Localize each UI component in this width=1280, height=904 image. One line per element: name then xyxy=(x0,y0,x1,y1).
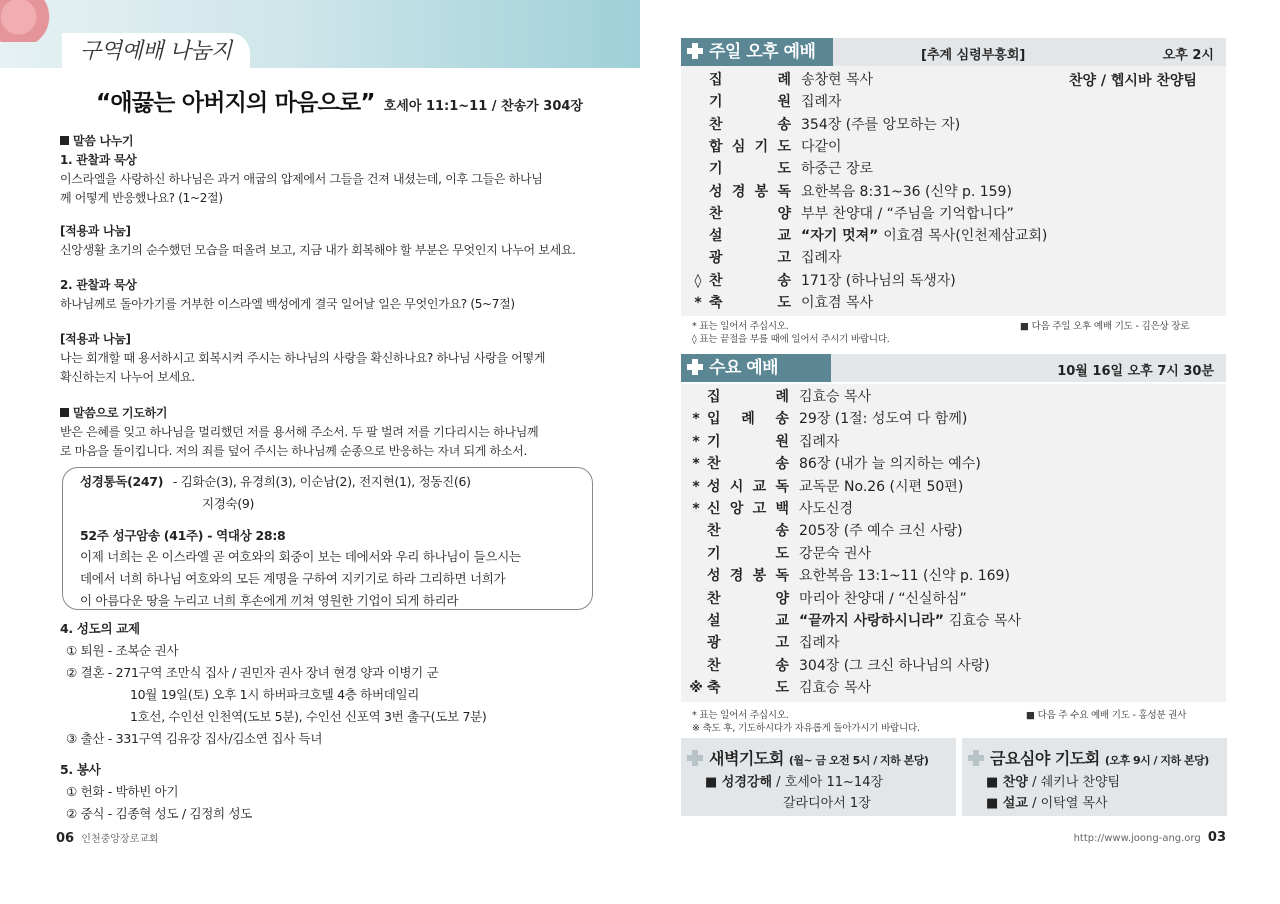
order-label: 기 도 xyxy=(707,545,789,562)
sunday-service-header xyxy=(681,38,1226,66)
section-heading: 말씀으로 기도하기 xyxy=(73,406,168,420)
square-bullet-icon xyxy=(60,136,69,145)
order-label: 찬 양 xyxy=(707,590,789,607)
friday-prayer-label: ■ 찬양 xyxy=(986,775,1028,790)
order-label: 광 고 xyxy=(707,635,789,652)
friday-prayer-heading xyxy=(968,746,1209,769)
apply-1-title: [적용과 나눔] xyxy=(60,224,131,238)
friday-prayer-box xyxy=(962,738,1227,816)
order-label: 입 례 송 xyxy=(707,411,789,428)
memory-verse-label: 52주 성구암송 (41주) - 역대상 28:8 xyxy=(80,528,286,543)
service-time: 10월 16일 오후 7시 30분 xyxy=(1057,364,1214,379)
order-label: 집 례 xyxy=(709,72,791,88)
order-mark: * xyxy=(692,478,700,495)
order-label: 찬 송 xyxy=(707,456,789,473)
praise-team: 찬양 / 헵시바 찬양팀 xyxy=(1069,73,1197,89)
order-value: 김효승 목사 xyxy=(799,389,872,405)
order-label: 찬 송 xyxy=(709,272,791,289)
order-value: 205장 (주 예수 크신 사랑) xyxy=(799,523,963,540)
friday-prayer-label: ■ 설교 xyxy=(986,796,1028,811)
bible-reading-label: 성경통독(247) xyxy=(80,474,164,489)
order-label: 성 시 교 독 xyxy=(707,478,789,495)
friday-prayer-line xyxy=(986,792,1108,811)
dawn-prayer-value: / 호세아 11~14장 xyxy=(772,775,884,790)
order-row xyxy=(689,476,1189,498)
order-value: 사도신경 xyxy=(799,501,854,517)
order-value: 304장 (그 크신 하나님의 사랑) xyxy=(799,657,990,674)
order-row xyxy=(689,431,1189,453)
fellowship-item-detail: 1호선, 수인선 인천역(도보 5분), 수인선 신포역 3번 출구(도보 7분) xyxy=(130,709,487,724)
standing-note: * 표는 일어서 주십시오. xyxy=(692,321,789,332)
order-value: 송창현 목사 xyxy=(801,72,874,88)
service-time: 오후 2시 xyxy=(1162,48,1214,63)
question-1-title: 1. 관찰과 묵상 xyxy=(60,153,137,167)
next-prayer-note: ■ 다음 주일 오후 예배 기도 - 김은상 장로 xyxy=(1020,321,1190,332)
cross-icon xyxy=(687,43,703,59)
heart-icon xyxy=(0,0,62,42)
order-label: 집 례 xyxy=(707,389,789,405)
order-label: 설 교 xyxy=(709,228,791,245)
sermon-title xyxy=(96,84,583,117)
order-value: 29장 (1절: 성도여 다 함께) xyxy=(799,411,968,428)
friday-prayer-value: / 이탁열 목사 xyxy=(1027,796,1108,811)
order-value: 171장 (하나님의 독생자) xyxy=(801,272,956,289)
sunday-order-list xyxy=(681,66,1226,316)
sermon-title-text: “애끓는 아버지의 마음으로” xyxy=(96,90,375,116)
bible-reading-names: - 김화순(3), 유경희(3), 이순남(2), 전지현(1), 정동진(6) xyxy=(172,474,471,489)
section-heading: 말씀 나누기 xyxy=(73,134,134,148)
order-row xyxy=(689,453,1189,475)
order-label: 기 원 xyxy=(707,433,789,450)
order-row xyxy=(691,181,1191,203)
order-row xyxy=(689,610,1189,632)
friday-prayer-title: 금요심야 기도회 xyxy=(990,749,1100,768)
order-value: 김효승 목사 xyxy=(799,680,872,697)
order-value: 교독문 No.26 (시편 50편) xyxy=(799,478,964,495)
order-row xyxy=(689,655,1189,677)
order-row xyxy=(691,158,1191,180)
benediction-note: ※ 축도 후, 기도하시다가 자유롭게 돌아가시기 바랍니다. xyxy=(692,723,920,734)
fellowship-item-detail: 10월 19일(토) 오후 1시 하버파크호텔 4층 하버데일리 xyxy=(130,687,420,702)
square-bullet-icon xyxy=(60,408,69,417)
order-mark: * xyxy=(694,295,702,311)
wednesday-service-label xyxy=(681,354,831,382)
dawn-prayer-value: 갈라디아서 1장 xyxy=(783,796,871,811)
order-value: “자기 멋져” 이효겸 목사(인천제삼교회) xyxy=(801,228,1048,245)
cross-icon xyxy=(687,359,703,375)
order-mark: * xyxy=(692,433,700,450)
bible-reading-line xyxy=(80,472,471,490)
question-2-text: 하나님께로 돌아가기를 거부한 이스라엘 백성에게 결국 일어날 일은 무엇인가요? (5~7절) xyxy=(60,297,515,311)
question-2-title: 2. 관찰과 묵상 xyxy=(60,278,137,292)
service-item: ① 헌화 - 박하빈 아기 xyxy=(66,784,179,799)
order-value: 마리아 찬양대 / “신실하심” xyxy=(799,590,967,607)
page-title: 구역예배 나눔지 xyxy=(62,33,250,69)
standing-note: ◊ 표는 끝절을 부를 때에 일어서 주시기 바랍니다. xyxy=(692,334,890,345)
order-mark: * xyxy=(692,411,700,428)
order-value: 강문숙 권사 xyxy=(799,545,872,562)
next-prayer-note: ■ 다음 주 수요 예배 기도 - 홍성분 권사 xyxy=(1026,710,1187,721)
apply-1-section xyxy=(60,222,600,260)
left-footer xyxy=(56,830,159,846)
fellowship-item: ① 퇴원 - 조복순 권사 xyxy=(66,643,179,658)
order-label: 성 경 봉 독 xyxy=(709,183,791,200)
sunday-service-label xyxy=(681,38,833,66)
fellowship-item: ③ 출산 - 331구역 김유강 집사/김소연 집사 득녀 xyxy=(66,731,323,746)
order-value: 부부 찬양대 / “주님을 기억합니다” xyxy=(801,205,1014,222)
order-label: 기 도 xyxy=(709,161,791,178)
apply-2-text: 나는 회개할 때 용서하시고 회복시켜 주시는 하나님의 사랑을 확신하나요? 하나님 사랑을 어떻게 xyxy=(60,351,546,365)
dawn-prayer-schedule: (월~ 금 오전 5시 / 지하 본당) xyxy=(788,754,929,767)
right-footer xyxy=(1074,830,1226,845)
bible-reading-names: 지경숙(9) xyxy=(202,496,255,511)
order-row xyxy=(691,247,1191,269)
cross-icon xyxy=(687,750,703,766)
wednesday-service-header xyxy=(681,354,1226,382)
order-row xyxy=(689,408,1189,430)
order-row xyxy=(691,203,1191,225)
order-row xyxy=(689,632,1189,654)
order-label: 신 앙 고 백 xyxy=(707,501,789,517)
order-value: 요한복음 8:31~36 (신약 p. 159) xyxy=(801,183,1012,200)
order-mark: * xyxy=(692,501,700,517)
service-section xyxy=(60,759,600,825)
friday-prayer-line xyxy=(986,771,1120,790)
order-value: 354장 (주를 앙모하는 자) xyxy=(801,116,961,133)
order-mark: ◊ xyxy=(694,272,702,289)
apply-1-text: 신앙생활 초기의 순수했던 모습을 떠올려 보고, 지금 내가 회복해야 할 부분은 무엇인지 나누어 보세요. xyxy=(60,243,576,257)
order-row xyxy=(691,91,1191,113)
order-row xyxy=(691,136,1191,158)
friday-prayer-schedule: (오후 9시 / 지하 본당) xyxy=(1104,754,1209,767)
order-row xyxy=(689,565,1189,587)
order-value: 요한복음 13:1~11 (신약 p. 169) xyxy=(799,568,1010,585)
order-value: 집례자 xyxy=(801,94,842,111)
fellowship-section xyxy=(60,618,600,750)
order-row xyxy=(689,498,1189,520)
order-label: 축 도 xyxy=(707,680,789,697)
order-row xyxy=(689,520,1189,542)
event-name: [추계 심령부흥회] xyxy=(921,48,1026,63)
friday-prayer-value: / 쉐키나 찬양팀 xyxy=(1027,775,1121,790)
order-row xyxy=(689,386,1189,408)
church-website-link[interactable]: http://www.joong-ang.org xyxy=(1073,833,1201,844)
wednesday-order-list xyxy=(681,384,1226,702)
dawn-prayer-label: ■ 성경강해 xyxy=(705,775,773,790)
sunday-service-title: 주일 오후 예배 xyxy=(709,42,816,62)
question-1-text: 이스라엘을 사랑하신 하나님은 과거 애굽의 압제에서 그들을 건져 내셨는데, 이후 그들은 하나님 xyxy=(60,172,543,186)
order-label: 찬 송 xyxy=(709,116,791,133)
memory-verse-text: 데에서 너희 하나님 여호와의 모든 계명을 구하여 지키기로 하라 그리하면 너희가 xyxy=(80,571,506,586)
order-label: 기 원 xyxy=(709,94,791,111)
order-value: 다같이 xyxy=(801,138,842,155)
prayer-text: 로 마음을 돌이킵니다. 저의 죄를 덮어 주시는 하나님께 순종으로 반응하는 자녀 되게 하소서. xyxy=(60,444,528,458)
order-row xyxy=(691,69,1191,91)
dawn-prayer-line xyxy=(705,771,883,790)
order-value: 집례자 xyxy=(799,433,840,450)
order-mark: * xyxy=(692,456,700,473)
order-row xyxy=(689,677,1189,699)
standing-note: * 표는 일어서 주십시오. xyxy=(692,710,789,721)
order-label: 설 교 xyxy=(707,613,789,629)
dawn-prayer-box xyxy=(681,738,956,816)
word-sharing-section xyxy=(60,132,600,208)
apply-2-title: [적용과 나눔] xyxy=(60,332,131,346)
dawn-prayer-title: 새벽기도회 xyxy=(709,749,784,768)
order-value: 집례자 xyxy=(801,250,842,267)
order-row xyxy=(691,114,1191,136)
order-label: 광 고 xyxy=(709,250,791,267)
order-label: 축 도 xyxy=(709,295,791,311)
order-label: 찬 송 xyxy=(707,523,789,540)
apply-2-text: 확신하는지 나누어 보세요. xyxy=(60,370,195,384)
prayer-section xyxy=(60,404,600,461)
order-row xyxy=(689,588,1189,610)
memory-verse-text: 이제 너희는 온 이스라엘 곧 여호와의 회중이 보는 데에서와 우리 하나님이 들으시는 xyxy=(80,549,521,564)
dawn-prayer-heading xyxy=(687,746,928,769)
service-title: 5. 봉사 xyxy=(60,762,101,777)
memory-verse-text: 이 아름다운 땅을 누리고 너희 후손에게 끼쳐 영원한 기업이 되게 하리라 xyxy=(80,593,459,608)
page-number: 06 xyxy=(56,831,75,846)
order-label: 합 심 기 도 xyxy=(709,138,791,155)
cross-icon xyxy=(968,750,984,766)
order-value: “끝까지 사랑하시니라” 김효승 목사 xyxy=(799,613,1021,629)
wednesday-service-title: 수요 예배 xyxy=(709,358,779,378)
order-row xyxy=(691,225,1191,247)
fellowship-item: ② 결혼 - 271구역 조만식 집사 / 권민자 권사 장녀 현경 양과 이병기 군 xyxy=(66,665,439,680)
order-value: 이효겸 목사 xyxy=(801,295,874,311)
order-row xyxy=(689,543,1189,565)
order-label: 성 경 봉 독 xyxy=(707,568,789,585)
order-value: 집례자 xyxy=(799,635,840,652)
sermon-reference: 호세아 11:1~11 / 찬송가 304장 xyxy=(383,99,583,114)
order-mark: ※ xyxy=(689,680,703,697)
order-row xyxy=(691,270,1191,292)
page-number: 03 xyxy=(1207,830,1226,845)
church-name: 인천중앙장로교회 xyxy=(81,834,159,845)
order-value: 하중근 장로 xyxy=(801,161,874,178)
order-label: 찬 양 xyxy=(709,205,791,222)
service-item: ② 중식 - 김종혁 성도 / 김정희 성도 xyxy=(66,806,253,821)
apply-2-section xyxy=(60,330,600,387)
order-label: 찬 송 xyxy=(707,657,789,674)
question-1-text: 께 어떻게 반응했나요? (1~2절) xyxy=(60,191,223,205)
fellowship-title: 4. 성도의 교제 xyxy=(60,621,140,636)
order-row xyxy=(691,292,1191,314)
prayer-text: 받은 은혜를 잊고 하나님을 멀리했던 저를 용서해 주소서. 두 팔 벌려 저를 기다리시는 하나님께 xyxy=(60,425,539,439)
question-2-section xyxy=(60,276,600,314)
order-value: 86장 (내가 늘 의지하는 예수) xyxy=(799,456,981,473)
right-page xyxy=(640,0,1280,904)
